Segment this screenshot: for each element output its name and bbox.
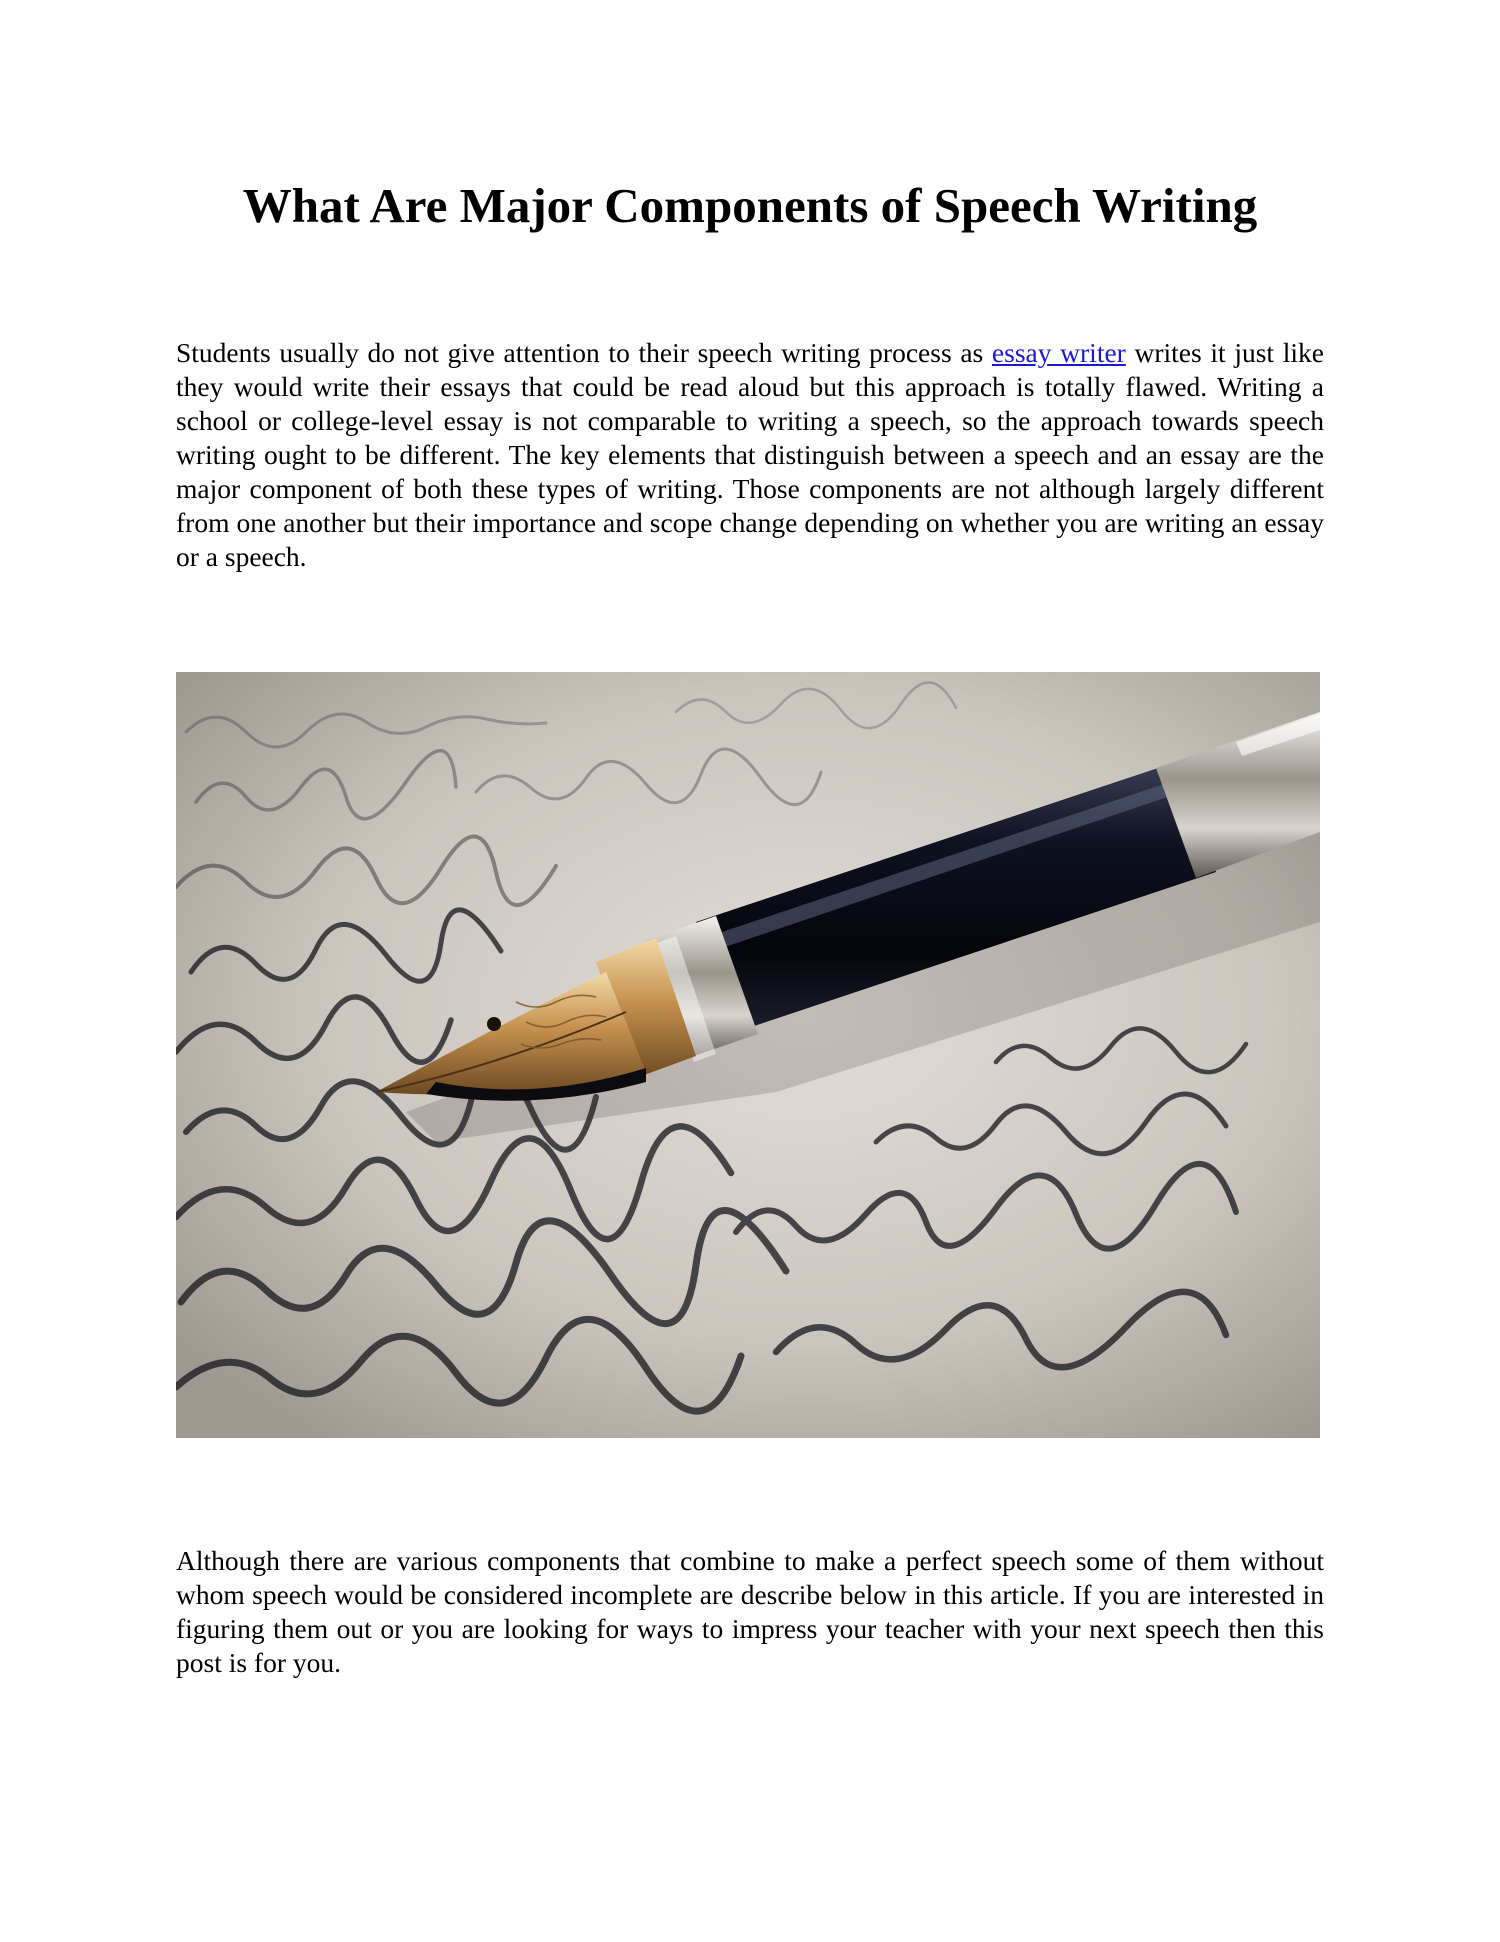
- page-title: What Are Major Components of Speech Writing: [242, 178, 1258, 233]
- fountain-pen-photo: [176, 672, 1320, 1438]
- fountain-pen-photo-illustration: [176, 672, 1320, 1438]
- intro-text-before-link: Students usually do not give attention to their speech writing process as: [176, 337, 992, 368]
- closing-paragraph: Although there are various components that combine to make a perfect speech some of them without whom speech would be considered incomplete are describe below in this article. If you are interested in figuring them out or you are looking for ways to impress your teacher with your next speech then this post is for you.: [176, 1545, 1324, 1678]
- essay-writer-link[interactable]: essay writer: [991, 337, 1126, 368]
- intro-text-after-link: writes it just like they would write their essays that could be read aloud but this approach is totally flawed. Writing a school or college-level essay is not comparable to writing a speech, so the approach towards speech writing ought to be different. The key elements that distinguish between a speech and an essay are the major component of both these types of writing. Those components are not although largely different from one another but their importance and scope change depending on whether you are writing an essay or a speech.: [176, 337, 1324, 572]
- intro-paragraph: [176, 336, 1324, 574]
